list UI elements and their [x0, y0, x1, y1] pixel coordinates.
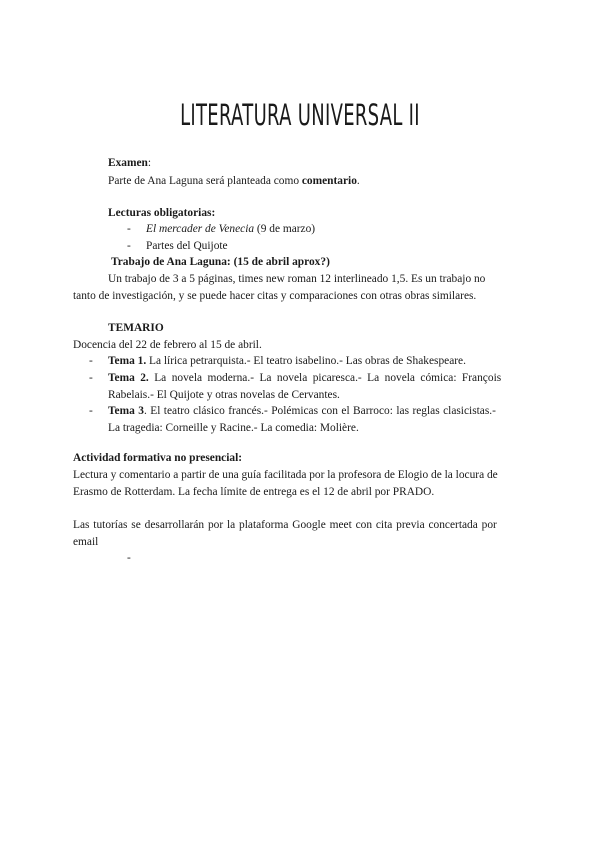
list-marker: -	[89, 405, 93, 417]
page-title: LITERATURA UNIVERSAL II	[180, 98, 420, 132]
list-marker: -	[89, 372, 93, 384]
tema-item: Tema 2. La novela moderna.- La novela picaresca.- La novela cómica: François	[108, 372, 502, 384]
examen-bold-word: comentario	[301, 175, 357, 187]
list-marker: -	[127, 552, 131, 564]
trabajo-heading: Trabajo de Ana Laguna: (15 de abril aprox?)	[111, 256, 330, 268]
examen-heading: Examen	[108, 157, 148, 169]
temario-heading: TEMARIO	[108, 322, 164, 334]
examen-heading-colon: :	[147, 157, 152, 169]
tema-item-continuation: Rabelais.- El Quijote y otras novelas de Cervantes.	[108, 389, 340, 401]
actividad-line-2: Erasmo de Rotterdam. La fecha límite de entrega es el 12 de abril por PRADO.	[73, 486, 435, 498]
examen-text: Parte de Ana Laguna será planteada como comentario.	[108, 175, 360, 187]
book-title: El mercader de Venecia	[146, 223, 255, 235]
examen-section	[108, 154, 151, 172]
list-marker: -	[89, 355, 93, 367]
actividad-line-1: Lectura y comentario a partir de una guía facilitada por la profesora de Elogio de la locura de	[73, 469, 498, 481]
tema-item-continuation: La tragedia: Corneille y Racine.- La comedia: Molière.	[108, 422, 359, 434]
list-item: El mercader de Venecia (9 de marzo)	[146, 223, 316, 235]
list-marker: -	[127, 240, 131, 252]
docencia-text: Docencia del 22 de febrero al 15 de abril.	[73, 339, 262, 351]
trabajo-line-1: Un trabajo de 3 a 5 páginas, times new roman 12 interlineado 1,5. Es un trabajo no	[108, 273, 486, 285]
trabajo-line-2: tanto de investigación, y se puede hacer citas y comparaciones con otras obras similares.	[73, 290, 477, 302]
tutorias-line-1: Las tutorías se desarrollarán por la plataforma Google meet con cita previa concertada por	[73, 519, 497, 531]
tema-item: Tema 3. El teatro clásico francés.- Polémicas con el Barroco: las reglas clasicistas.-	[108, 405, 496, 417]
list-marker: -	[127, 223, 131, 235]
list-item: Partes del Quijote	[146, 240, 228, 252]
tema-item: Tema 1. La lírica petrarquista.- El teatro isabelino.- Las obras de Shakespeare.	[108, 355, 466, 367]
actividad-heading: Actividad formativa no presencial:	[73, 452, 243, 464]
lecturas-heading: Lecturas obligatorias:	[108, 207, 216, 219]
tutorias-line-2: email	[73, 536, 99, 548]
